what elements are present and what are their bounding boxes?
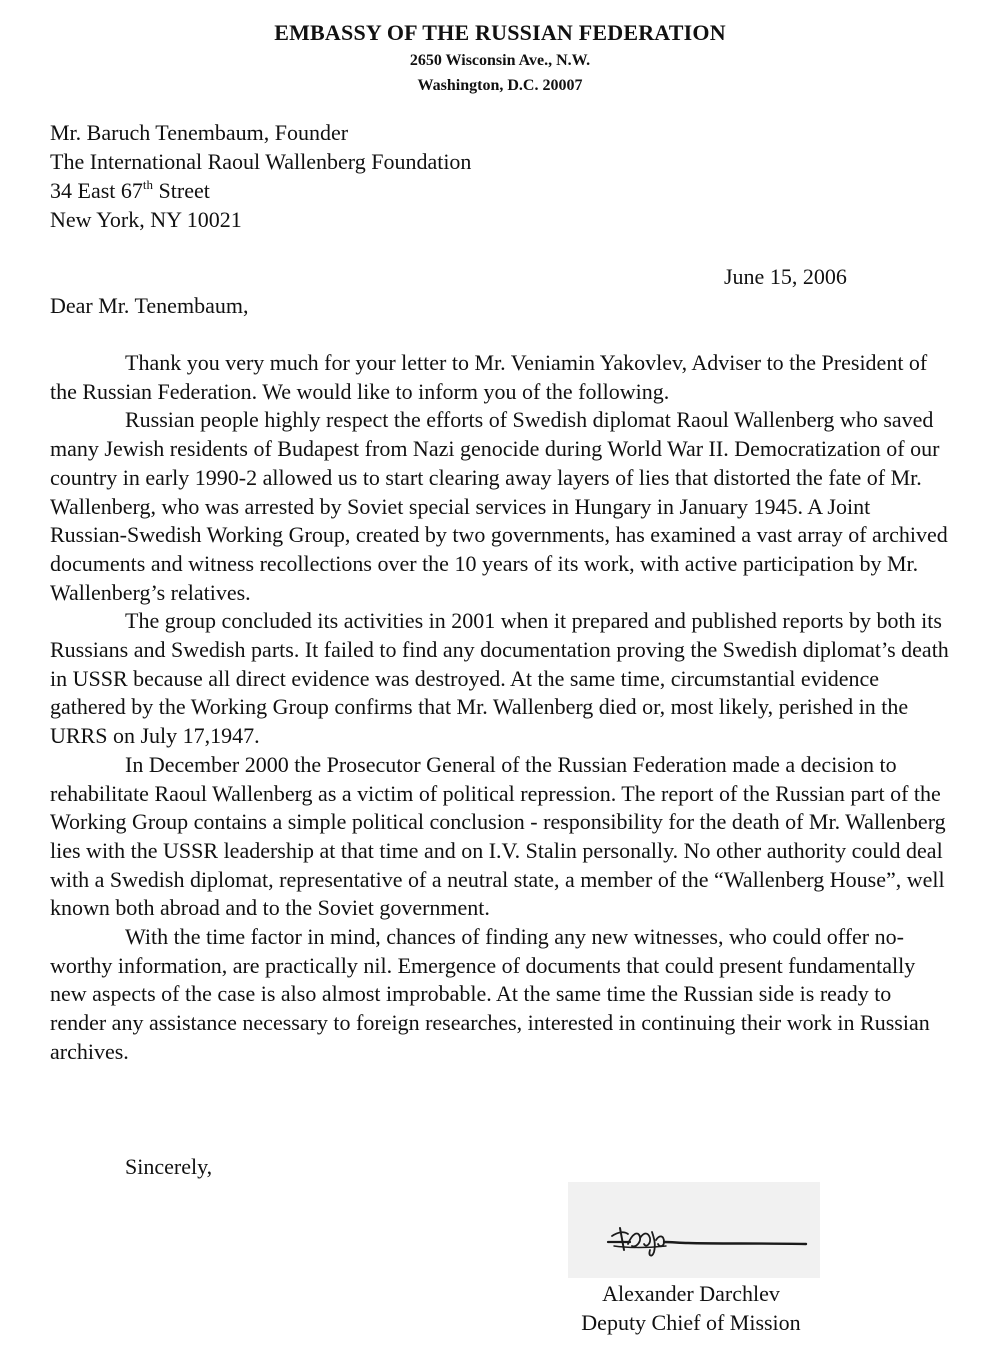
body-paragraph-1: Thank you very much for your letter to Mr. Veniamin Yakovlev, Adviser to the President of the Russian Federation. We would like to inform you of the following.	[50, 350, 928, 404]
body-paragraph-3: The group concluded its activities in 2001 when it prepared and published reports by both its Russians and Swedish parts. It failed to find any documentation proving the Swedish diplomat’s death in USSR because all direct evidence was destroyed. At the same time, circumstantial evidence gathered by the Working Group confirms that Mr. Wallenberg died or, most likely, perished in the URRS on July 17,1947.	[50, 608, 949, 749]
signer-title: Deputy Chief of Mission	[581, 1310, 801, 1335]
signer-block	[560, 1279, 822, 1337]
signature-image	[568, 1182, 820, 1278]
salutation: Dear Mr. Tenembaum,	[50, 293, 249, 318]
letterhead-title: EMBASSY OF THE RUSSIAN FEDERATION	[274, 20, 726, 45]
recipient-street-suffix: th	[142, 177, 154, 192]
recipient-line-3	[50, 176, 471, 205]
recipient-line-4: New York, NY 10021	[50, 207, 242, 232]
recipient-line-1: Mr. Baruch Tenembaum, Founder	[50, 120, 349, 145]
signer-name: Alexander Darchlev	[602, 1281, 780, 1306]
recipient-address	[50, 118, 471, 234]
letterhead	[0, 18, 988, 98]
recipient-street-name: Street	[153, 178, 210, 203]
body-paragraph-4: In December 2000 the Prosecutor General of the Russian Federation made a decision to rehabilitate Raoul Wallenberg as a victim of political repression. The report of the Russian part of the Working Group contains a simple political conclusion - responsibility for the death of Mr. Wallenberg lies with the USSR leadership at that time and on I.V. Stalin personally. No other authority could deal with a Swedish diplomat, representative of a neutral state, a member of the “Wallenberg House”, well known both abroad and to the Soviet government.	[50, 751, 946, 921]
closing: Sincerely,	[125, 1154, 213, 1179]
body-paragraph-2: Russian people highly respect the efforts of Swedish diplomat Raoul Wallenberg who saved many Jewish residents of Budapest from Nazi genocide during World War II. Democratization of our country in early 1990-2 allowed us to start clearing away layers of lies that distorted the fate of Mr. Wallenberg, who was arrested by Soviet special services in Hungary in January 1945. A Joint Russian-Swedish Working Group, created by two governments, has examined a vast array of archived documents and witness recollections over the 10 years of its work, with active participation by Mr. Wallenberg’s relatives.	[50, 407, 948, 605]
recipient-line-2: The International Raoul Wallenberg Foundation	[50, 149, 472, 174]
recipient-street-number: 34 East 67	[50, 178, 143, 203]
body-paragraph-5: With the time factor in mind, chances of finding any new witnesses, who could offer no-worthy information, are practically nil. Emergence of documents that could present fundamentally new aspects of the case is also almost improbable. At the same time the Russian side is ready to render any assistance necessary to foreign researches, interested in continuing their work in Russian archives.	[50, 924, 930, 1064]
letterhead-street: 2650 Wisconsin Ave., N.W.	[409, 52, 591, 69]
handwritten-signature	[568, 1182, 820, 1278]
letter-body	[50, 349, 950, 1067]
letter-date: June 15, 2006	[724, 264, 847, 289]
letterhead-city: Washington, D.C. 20007	[417, 77, 583, 94]
